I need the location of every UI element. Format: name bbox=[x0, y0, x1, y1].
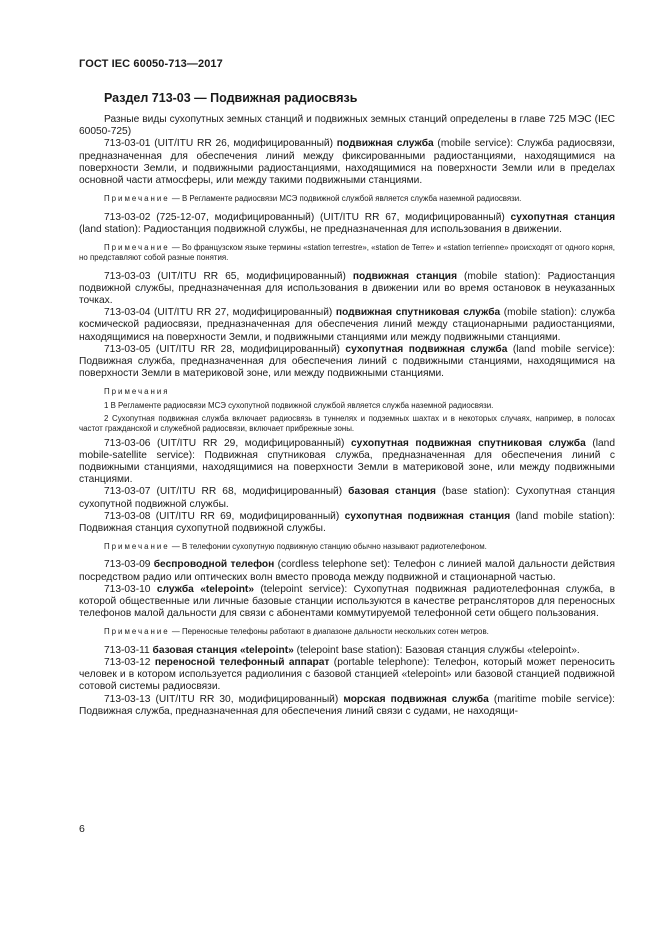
note-text: — В телефонии сухопутную подвижную станцию обычно называют радиотелефоном. bbox=[169, 542, 487, 552]
term-ref: 713-03-09 bbox=[104, 559, 154, 571]
term-definition: (land mobile service): Подвижная служба, предназначенная для обеспечения линий с подвижными станциями, находящимися на поверхности Земли в материковой зоне, или между подвижными станциями. bbox=[79, 343, 615, 380]
note-713-03-08 bbox=[79, 542, 615, 552]
term-entry-713-03-06 bbox=[79, 438, 615, 487]
term-name: подвижная служба bbox=[336, 138, 434, 150]
term-entry-713-03-10 bbox=[79, 584, 615, 621]
term-definition: (base station): Сухопутная станция сухопутной подвижной службы. bbox=[79, 486, 615, 510]
note-label: Примечание bbox=[104, 242, 170, 252]
term-name: беспроводной телефон bbox=[153, 559, 275, 571]
term-ref: 713-03-07 (UIT/ITU RR 68, модифицированный) bbox=[104, 486, 349, 498]
term-ref: 713-03-13 (UIT/ITU RR 30, модифицированный) bbox=[104, 693, 344, 705]
term-ref: 713-03-04 (UIT/ITU RR 27, модифицированный) bbox=[104, 307, 336, 319]
term-ref: 713-03-06 (UIT/ITU RR 29, модифицированный) bbox=[104, 437, 352, 449]
term-definition: (cordless telephone set): Телефон с линией малой дальности действия посредством радио или оптических волн вместо провода между подвижной и стационарной частью. bbox=[79, 559, 616, 583]
term-entry-713-03-08 bbox=[79, 511, 615, 535]
term-name: сухопутная станция bbox=[510, 211, 616, 223]
term-ref: 713-03-08 (UIT/ITU RR 69, модифицированный) bbox=[104, 510, 345, 522]
term-entry-713-03-04 bbox=[79, 307, 615, 344]
term-definition: (land mobile-satellite service): Подвижная спутниковая служба, предназначенная для обеспечения линий с подвижными станциями, находящимися на поверхности Земли в материковой зоне, или между подвижными станциями. bbox=[79, 437, 616, 486]
page-number: 6 bbox=[79, 823, 85, 835]
term-entry-713-03-13 bbox=[79, 694, 615, 718]
term-definition: (telepoint base station): Базовая станция службы «telepoint». bbox=[293, 644, 580, 656]
term-entry-713-03-02 bbox=[79, 212, 615, 236]
term-ref: 713-03-02 (725-12-07, модифицированный) (UIT/ITU RR 67, модифицированный) bbox=[104, 211, 511, 223]
term-entry-713-03-07 bbox=[79, 486, 615, 510]
term-definition: (portable telephone): Телефон, который может переносить человек и в котором используется радиолиния с базовой станцией «telepoint» или базовой станцией подвижной сотовой системы радиосвязи. bbox=[79, 656, 615, 693]
term-definition: (mobile station): Радиостанция подвижной службы, предназначенная для использования в движении или во время остановок в неуказанных точках. bbox=[79, 270, 615, 306]
term-name: базовая станция «telepoint» bbox=[152, 644, 294, 656]
term-name: морская подвижная служба bbox=[343, 693, 489, 705]
term-entry-713-03-05 bbox=[79, 344, 615, 381]
notes-heading-713-03-05 bbox=[79, 387, 615, 397]
term-ref: 713-03-03 (UIT/ITU RR 65, модифицированный) bbox=[104, 270, 353, 282]
note-713-03-02 bbox=[79, 243, 615, 264]
note-713-03-10 bbox=[79, 627, 615, 637]
term-entry-713-03-09 bbox=[79, 559, 615, 583]
term-definition: (mobile station): служба космической радиосвязи, предназначенная для обеспечения линий между стационарными радиостанциями, находящимися на поверхности Земли, и подвижными станциями или между подвижными станциями. bbox=[79, 307, 616, 343]
term-name: сухопутная подвижная служба bbox=[345, 343, 508, 355]
term-ref: 713-03-11 bbox=[104, 644, 153, 656]
term-entry-713-03-12 bbox=[79, 657, 615, 694]
term-entry-713-03-01 bbox=[79, 138, 615, 187]
term-definition: (land mobile station): Подвижная станция сухопутной подвижной службы. bbox=[79, 510, 615, 534]
term-ref: 713-03-01 (UIT/ITU RR 26, модифицированный) bbox=[104, 138, 337, 150]
note-label: Примечания bbox=[104, 387, 170, 397]
standard-header: ГОСТ IEC 60050-713—2017 bbox=[79, 58, 223, 70]
term-name: служба «telepoint» bbox=[156, 583, 254, 595]
term-definition: (maritime mobile service): Подвижная служба, предназначенная для обеспечения линий связи с судами, не находящи- bbox=[79, 693, 615, 717]
note-text: — В Регламенте радиосвязи МСЭ подвижной службой является служба наземной радиосвязи. bbox=[169, 194, 522, 204]
term-ref: 713-03-12 bbox=[104, 656, 155, 668]
term-ref: 713-03-05 (UIT/ITU RR 28, модифицированный) bbox=[104, 343, 346, 355]
intro-paragraph: Разные виды сухопутных земных станций и подвижных земных станций определены в главе 725 МЭС (IEC 60050-725) bbox=[79, 114, 615, 138]
note-713-03-01 bbox=[79, 194, 615, 204]
term-name: базовая станция bbox=[348, 486, 436, 498]
term-entry-713-03-03 bbox=[79, 271, 615, 308]
term-definition: (telepoint service): Сухопутная подвижная радиотелефонная служба, в которой общественные или личные базовые станции используются в качестве ретрансляторов для переносных телефонов малой дальности для связи с абонентами коммутируемой телефонной сети общего пользования. bbox=[79, 583, 615, 620]
section-title: Раздел 713-03 — Подвижная радиосвязь bbox=[104, 91, 358, 105]
term-name: подвижная спутниковая служба bbox=[335, 307, 501, 319]
note-label: Примечание bbox=[104, 194, 170, 204]
term-name: сухопутная подвижная станция bbox=[344, 510, 511, 522]
note-text: — Переносные телефоны работают в диапазоне дальности нескольких сотен метров. bbox=[169, 627, 489, 637]
term-entry-713-03-11 bbox=[79, 645, 615, 657]
note-label: Примечание bbox=[104, 627, 170, 637]
note-item-2: 2 Сухопутная подвижная служба включает радиосвязь в туннелях и подземных шахтах и в некоторых случаях, например, в полосах частот гражданской и служебной радиосвязи, включает прибрежные зоны. bbox=[79, 413, 615, 434]
term-name: переносной телефонный аппарат bbox=[154, 656, 330, 668]
term-name: сухопутная подвижная спутниковая служба bbox=[351, 437, 586, 449]
note-text: — Во французском языке термины «station terrestre», «station de Terre» и «station terrienne» происходят от одного корня, но представляют собой разные понятия. bbox=[79, 242, 615, 263]
term-ref: 713-03-10 bbox=[104, 583, 157, 595]
note-label: Примечание bbox=[104, 542, 170, 552]
term-definition: (land station): Радиостанция подвижной службы, не предназначенная для использования в движении. bbox=[79, 223, 562, 235]
term-name: подвижная станция bbox=[352, 270, 458, 282]
term-definition: (mobile service): Служба радиосвязи, предназначенная для обеспечения линий между фиксированными радиостанциями, находящимися на поверхности Земли, и подвижными радиостанциями, находящимися на поверхности Земли или в пределах основной части атмосферы, или между такими подвижными станциями. bbox=[79, 138, 616, 187]
note-item-1: 1 В Регламенте радиосвязи МСЭ сухопутной подвижной службой является служба наземной радиосвязи. bbox=[104, 400, 494, 410]
